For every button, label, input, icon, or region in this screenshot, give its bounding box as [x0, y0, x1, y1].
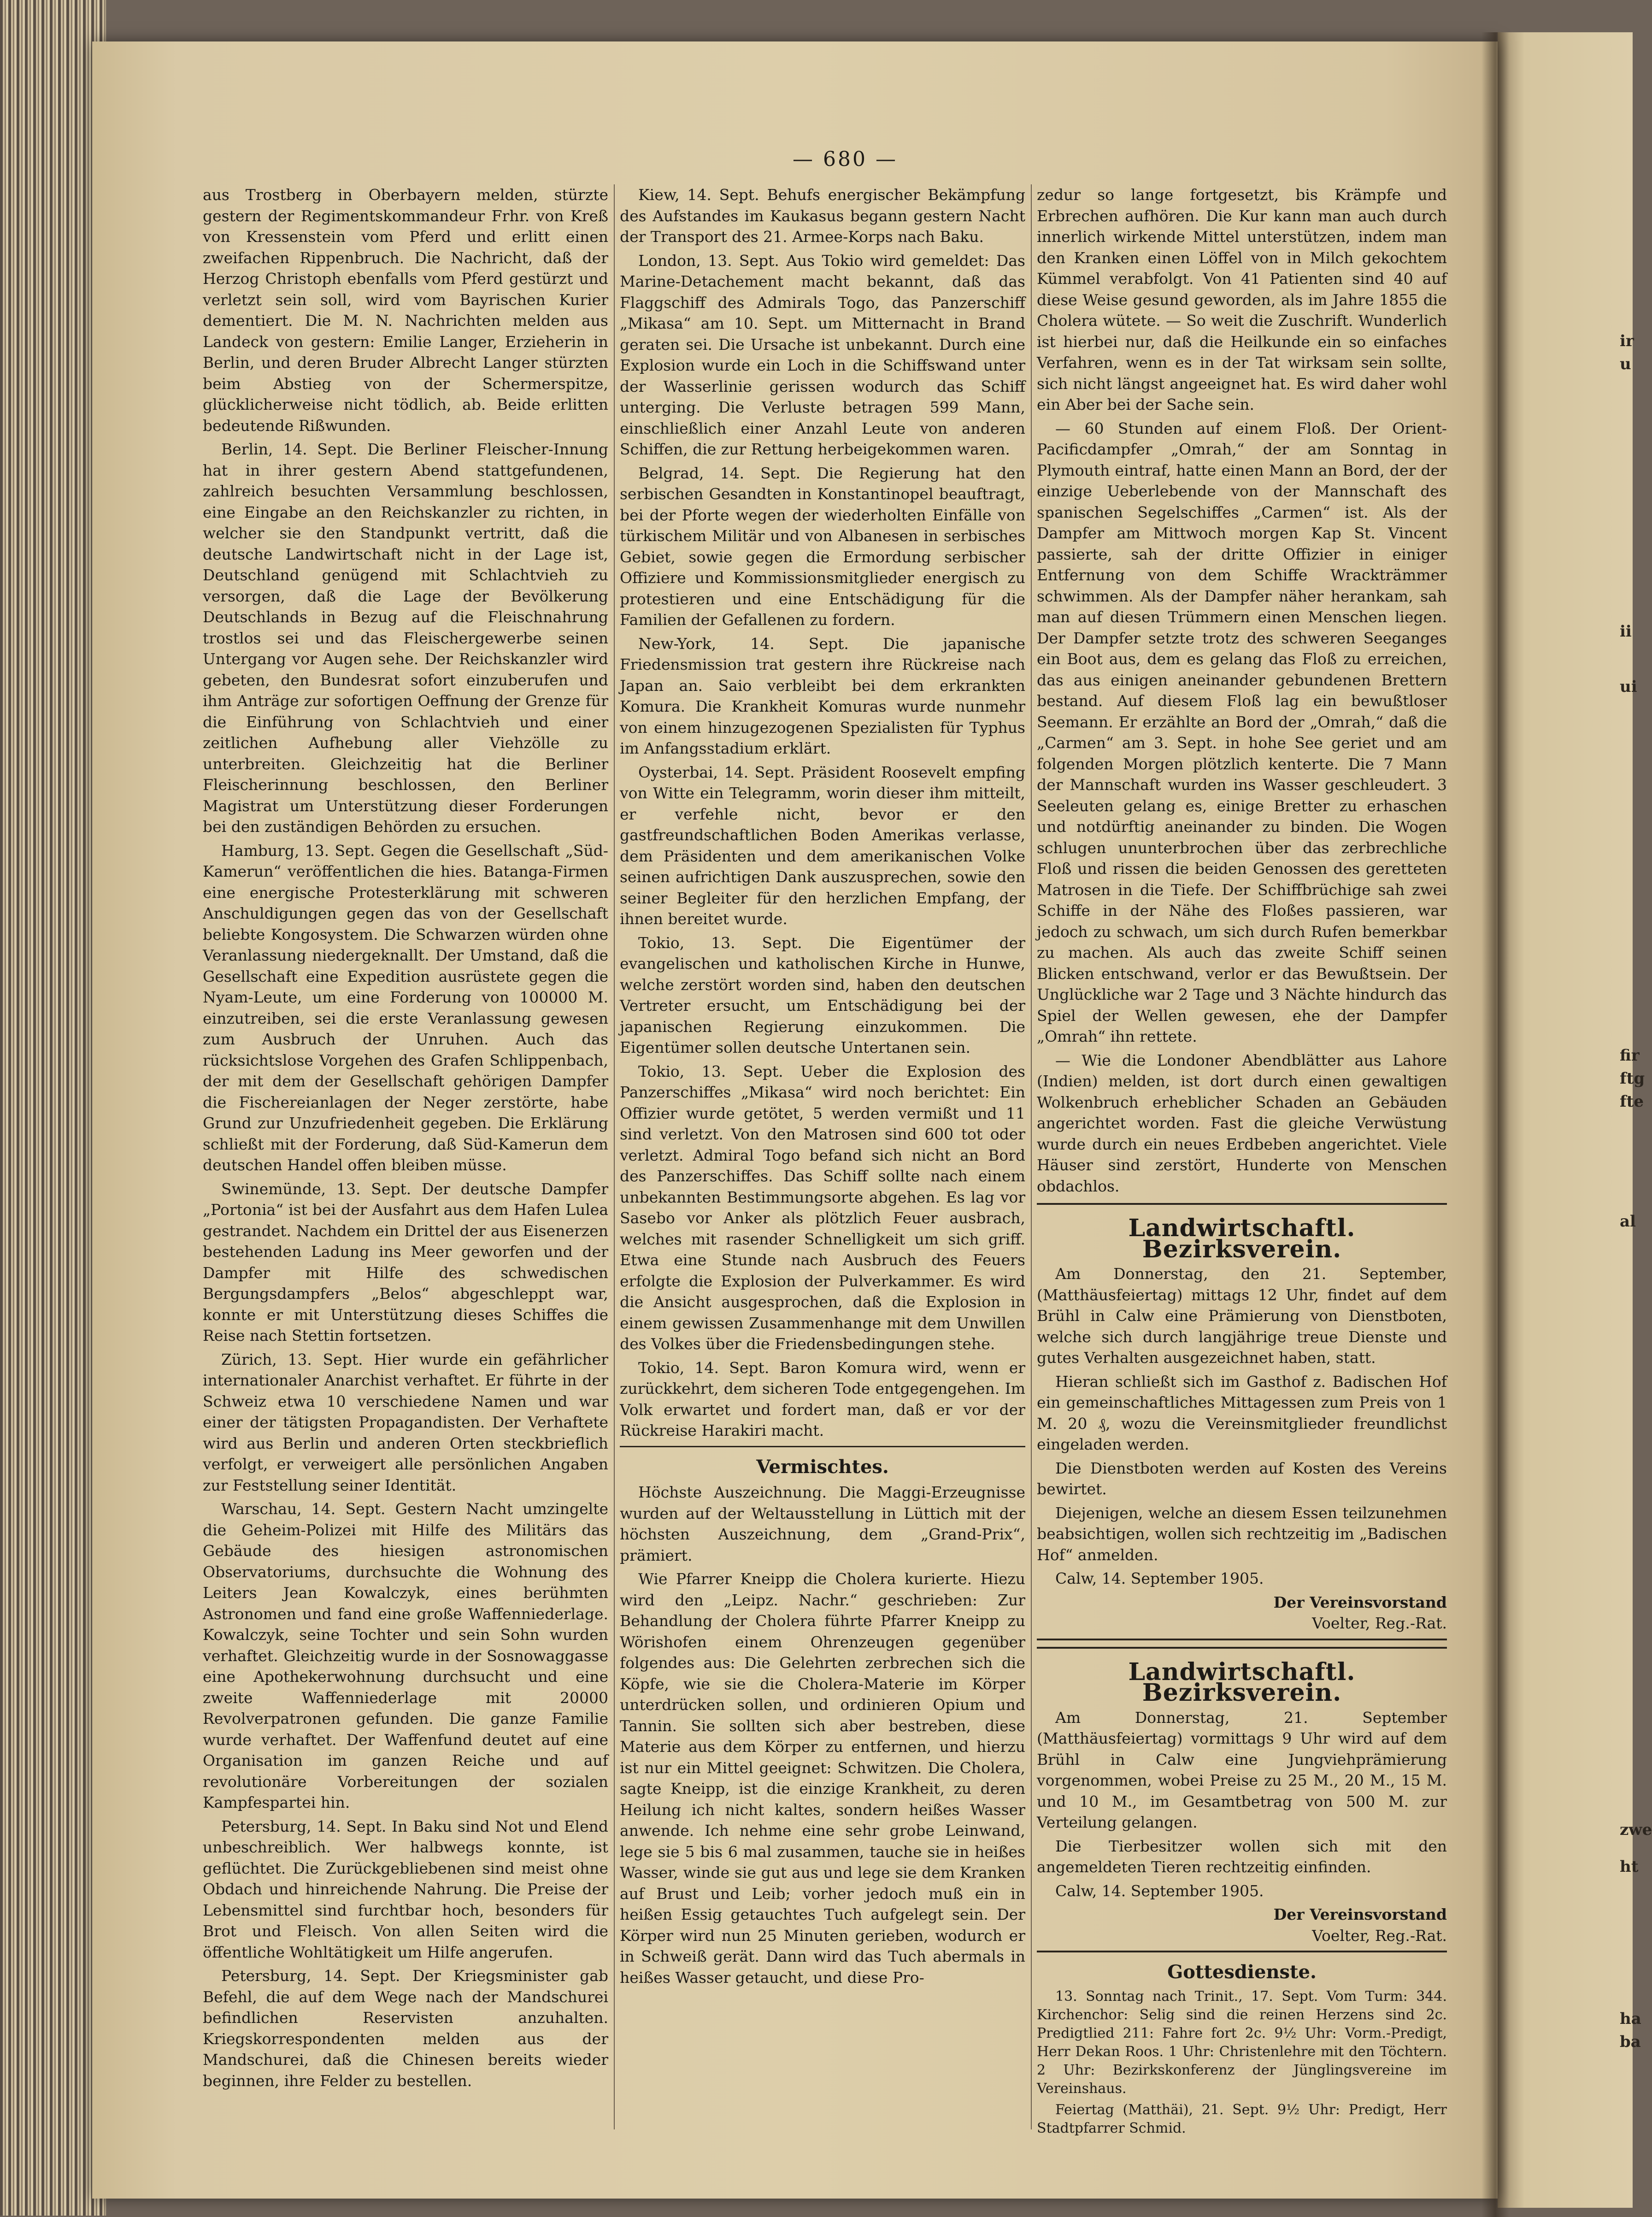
next-page-fragment: ii [1620, 622, 1632, 641]
announcement-text: Diejenigen, welche an diesem Essen teilzunehmen beabsichtigen, wollen sich rechtzeitig im „Badischen Hof“ anmelden. [1037, 1504, 1447, 1564]
announcement-signature: Der Vereinsvorstand [1273, 1593, 1447, 1611]
article: Hamburg, 13. Sept. Gegen die Gesellschaft „Süd-Kamerun“ veröffentlichen die hies. Batanga-Firmen eine energische Protesterklärung mit schweren Anschuldigungen gegen das von der Gesellschaft beliebte Kongosystem. Die Schwarzen würden ohne Veranlassung niedergeknallt. Der Umstand, daß die Gesellschaft eine Expedition ausrüstete gegen die Nyam-Leute, um eine Forderung von 100000 M. einzutreiben, sei die erste Veranlassung gewesen zum Ausbruch der Unruhen. Auch das rücksichtslose Vorgehen des Grafen Schlippenbach, der mit dem der Gesellschaft gehörigen Dampfer die Fischereianlagen der Neger zerstörte, habe Grund zur Unzufriedenheit gegeben. Die Erklärung schließt mit der Forderung, daß Süd-Kamerun dem deutschen Handel offen bleiben müsse. [203, 841, 608, 1174]
next-page-fragment: ftg [1620, 1069, 1645, 1088]
article: aus Trostberg in Oberbayern melden, stürzte gestern der Regimentskommandeur Frhr. von Kreß von Kressenstein vom Pferd und erlitt einen zweifachen Rippenbruch. Die Nachricht, daß der Herzog Christoph ebenfalls vom Pferd gestürzt und verletzt sein soll, wird vom Bayrischen Kurier dementiert. Die M. N. Nachrichten melden aus Landeck von gestern: Emilie Langer, Erzieherin in Berlin, und deren Bruder Albrecht Langer stürzten beim Abstieg von der Schermerspitze, glücklicherweise nicht tödlich, ab. Beide erlitten bedeutende Rißwunden. [203, 186, 608, 435]
announcement-text: Am Donnerstag, 21. September (Matthäusfeiertag) vormittags 9 Uhr wird auf dem Brühl in Calw eine Jungviehprämierung vorgenommen, wobei Preise zu 25 M., 20 M., 15 M. und 10 M., im Gesamtbetrag von 500 M. zur Verteilung gelangen. [1037, 1708, 1447, 1831]
next-page-fragment: u [1620, 355, 1631, 373]
column-2 [620, 184, 1025, 1991]
column-rule-2 [1031, 184, 1032, 2129]
page-number: — 680 — [793, 147, 898, 171]
article: Tokio, 13. Sept. Ueber die Explosion des Panzerschiffes „Mikasa“ wird noch berichtet: Ein Offizier wurde getötet, 5 werden vermißt und 11 sind verletzt. Von den Matrosen sind 600 tot oder verletzt. Admiral Togo befand sich nicht an Bord des Panzerschiffes. Das Schiff sollte nach einem unbekannten Bestimmungsorte abgehen. Es lag vor Sasebo vor Anker als plötzlich Feuer ausbrach, welches mit rasender Schnelligkeit um sich griff. Etwa eine Stunde nach Ausbruch des Feuers erfolgte die Explosion der Pulverkammer. Es wird die Ansicht ausgesprochen, daß die Explosion in einem gewissen Zusammenhange mit dem Unwillen des Volkes über die Friedensbedingungen stehe. [620, 1062, 1025, 1353]
article: — 60 Stunden auf einem Floß. Der Orient-Pacificdampfer „Omrah,“ der am Sonntag in Plymouth eintraf, hatte einen Mann an Bord, der der einzige Ueberlebende von der Mannschaft des spanischen Segelschiffes „Carmen“ ist. Als der Dampfer am Mittwoch morgen Kap St. Vincent passierte, sah der dritte Offizier in einiger Entfernung von dem Schiffe Wrackträmmer schwimmen. Als der Dampfer näher herankam, sah man auf diesen Trümmern einen Menschen liegen. Der Dampfer setzte trotz des schweren Seeganges ein Boot aus, dem es gelang das Floß zu erreichen, das aus einigen aneinander gebundenen Brettern bestand. Auf diesem Floß lag ein bewußtloser Seemann. Er erzählte an Bord der „Omrah,“ daß die „Carmen“ am 3. Sept. in hohe See geriet und am folgenden Morgen plötzlich kenterte. Die 7 Mann der Mannschaft wurden ins Wasser geschleudert. 3 Seeleuten gelang es, einige Bretter zu erhaschen und notdürftig aneinander zu binden. Die Wogen schlugen ununterbrochen über das zerbrechliche Floß und rissen die beiden Genossen des geretteten Matrosen in die Tiefe. Der Schiffbrüchige sah zwei Schiffe in der Nähe des Floßes passieren, war jedoch zu schwach, um sich durch Rufen bemerkbar zu machen. Als auch das zweite Schiff seinen Blicken entschwand, verlor er das Bewußtsein. Der Unglückliche war 2 Tage und 3 Nächte hindurch das Spiel der Wellen gewesen, ehe der Dampfer „Omrah“ ihn rettete. [1037, 419, 1447, 1045]
article: Zürich, 13. Sept. Hier wurde ein gefährlicher internationaler Anarchist verhaftet. Er führte in der Schweiz etwa 10 verschiedene Namen und war einer der tätigsten Propagandisten. Der Verhaftete wird aus Berlin und anderen Orten steckbrieflich verfolgt, er verweigert alle persönlichen Angaben zur Feststellung seiner Identität. [203, 1350, 608, 1494]
article: Swinemünde, 13. Sept. Der deutsche Dampfer „Portonia“ ist bei der Ausfahrt aus dem Hafen Lulea gestrandet. Nachdem ein Drittel der aus Eisenerzen bestehenden Ladung ins Meer geworfen und der Dampfer mit Hilfe des schwedischen Bergungsdampfers „Belos“ abgeschleppt war, konnte er mit Unterstützung dieses Schiffes die Reise nach Stettin fortsetzen. [203, 1179, 608, 1344]
next-page-fragment: zwe [1620, 1821, 1652, 1839]
next-page-fragment: ht [1620, 1857, 1639, 1876]
announcement-2 [1037, 1647, 1447, 1953]
misc-article: Wie Pfarrer Kneipp die Cholera kurierte. Hiezu wird den „Leipz. Nachr.“ geschrieben: Zur Behandlung der Cholera führte Pfarrer Kneipp zu Wörishofen einem Ohrenzeugen gegenüber folgendes aus: Die Gelehrten zerbrechen sich die Köpfe, wie sie die Cholera-Materie im Körper unterdrücken sollen, und ordinieren Opium und Tannin. Sie sollten sich aber bestreben, diese Materie aus dem Körper zu entfernen, und hierzu ist nur ein Mittel geeignet: Schwitzen. Die Cholera, sagte Kneipp, ist die einzige Krankheit, zu deren Heilung ich nicht kaltes, sondern heißes Wasser anwende. Ich nehme eine sehr grobe Leinwand, lege sie 5 bis 6 mal zusammen, tauche sie in heißes Wasser, winde sie gut aus und lege sie dem Kranken auf Brust und Leib; vorher jedoch muß ein in heißen Essig getauchtes Tuch aufgelegt sein. Der Körper wird nun 25 Minuten gerieben, wodurch er in Schweiß gerät. Dann wird das Tuch abermals in heißes Wasser getaucht, und diese Pro- [620, 1570, 1025, 1987]
next-page-fragment: ir [1620, 332, 1634, 350]
column-1 [203, 184, 608, 2094]
announcement-date: Calw, 14. September 1905. [1055, 1569, 1264, 1587]
announcement-1 [1037, 1203, 1447, 1640]
service-entry: 13. Sonntag nach Trinit., 17. Sept. Vom Turm: 344. Kirchenchor: Selig sind die reinen Herzens sind 2c. Predigtlied 211: Fahre fort 2c. 9½ Uhr: Vorm.-Predigt, Herr Dekan Roos. 1 Uhr: Christenlehre mit den Töchtern. 2 Uhr: Bezirkskonferenz der Jünglingsvereine im Vereinshaus. [1037, 1988, 1447, 2097]
announcement-text: Am Donnerstag, den 21. September, (Matthäusfeiertag) mittags 12 Uhr, findet auf dem Brühl in Calw eine Prämierung von Dienstboten, welche sich durch langjährige treue Dienste und gutes Verhalten ausgezeichnet haben, statt. [1037, 1265, 1447, 1367]
column-3 [1037, 184, 1447, 2140]
article: Berlin, 14. Sept. Die Berliner Fleischer-Innung hat in ihrer gestern Abend stattgefundenen, zahlreich besuchten Versammlung beschlossen, eine Eingabe an den Reichskanzler zu richten, in welcher sie den Standpunkt vertritt, daß die deutsche Landwirtschaft nicht in der Lage ist, Deutschland genügend mit Schlachtvieh zu versorgen, daß die Lage der Bevölkerung Deutschlands in Bezug auf die Fleischnahrung trostlos sei und das Fleischergewerbe seinen Untergang vor Augen sehe. Der Reichskanzler wird gebeten, den Bundesrat sofort einzuberufen und ihm Anträge zur sofortigen Oeffnung der Grenze für die Einführung von Schlachtvieh und einer zeitlichen Aufhebung aller Viehzölle zu unterbreiten. Gleichzeitig hat die Berliner Fleischerinnung beschlossen, den Berliner Magistrat um Unterstützung dieser Forderungen bei den zuständigen Behörden zu ersuchen. [203, 440, 608, 836]
section-title: Vermischtes. [756, 1456, 889, 1478]
article: Petersburg, 14. Sept. In Baku sind Not und Elend unbeschreiblich. Wer halbwegs konnte, ist geflüchtet. Die Zurückgebliebenen sind meist ohne Obdach und hinreichende Nahrung. Die Preise der Lebensmittel sind furchtbar hoch, besonders für Brot und Fleisch. Von allen Seiten wird die öffentliche Wohltätigkeit um Hilfe angerufen. [203, 1817, 608, 1961]
announcement-text: Hieran schließt sich im Gasthof z. Badischen Hof ein gemeinschaftliches Mittagessen zum Preis von 1 M. 20 ₰, wozu die Vereinsmitglieder freundlichst eingeladen werden. [1037, 1372, 1447, 1453]
church-services-title: Gottesdienste. [1167, 1961, 1317, 1983]
announcement-text: Die Tierbesitzer wollen sich mit den angemeldeten Tieren rechtzeitig einfinden. [1037, 1837, 1447, 1876]
announcement-date: Calw, 14. September 1905. [1055, 1881, 1264, 1900]
announcement-signature-name: Voelter, Reg.-Rat. [1312, 1614, 1447, 1632]
article: — Wie die Londoner Abendblätter aus Lahore (Indien) melden, ist dort durch einen gewaltigen Wolkenbruch erheblicher Schaden an Gebäuden angerichtet worden. Fast die gleiche Verwüstung wurde durch ein neues Erdbeben angerichtet. Viele Häuser sind zerstört, Hunderte von Menschen obdachlos. [1037, 1051, 1447, 1195]
article: Kiew, 14. Sept. Behufs energischer Bekämpfung des Aufstandes im Kaukasus begann gestern Nacht der Transport des 21. Armee-Korps nach Baku. [620, 186, 1025, 246]
misc-article: Höchste Auszeichnung. Die Maggi-Erzeugnisse wurden auf der Weltausstellung in Lüttich mit der höchsten Auszeichnung, dem „Grand-Prix“, prämiert. [620, 1483, 1025, 1564]
article: Oysterbai, 14. Sept. Präsident Roosevelt empfing von Witte ein Telegramm, worin dieser ihm mitteilt, er verfehle nicht, bevor er den gastfreundschaftlichen Boden Amerikas verlasse, dem Präsidenten und dem amerikanischen Volke seinen aufrichtigen Dank auszusprechen, sowie den seiner Begleiter für den herzlichen Empfang, der ihnen bereitet wurde. [620, 763, 1025, 928]
section-divider [620, 1446, 1025, 1447]
announcement-signature-name: Voelter, Reg.-Rat. [1312, 1926, 1447, 1945]
column-rule-1 [614, 184, 615, 2129]
next-page-fragment: fir [1620, 1046, 1640, 1065]
next-page-fragment: al [1620, 1212, 1636, 1231]
article: Tokio, 13. Sept. Die Eigentümer der evangelischen und katholischen Kirche in Hunwe, welche zerstört worden sind, haben den deutschen Vertreter ersucht, um Entschädigung bei der japanischen Regierung einzukommen. Die Eigentümer sollen deutsche Untertanen sein. [620, 933, 1025, 1056]
service-entry: Feiertag (Matthäi), 21. Sept. 9½ Uhr: Predigt, Herr Stadtpfarrer Schmid. [1037, 2101, 1447, 2136]
article: zedur so lange fortgesetzt, bis Krämpfe und Erbrechen aufhören. Die Kur kann man auch durch innerlich wirkende Mittel unterstützen, indem man den Kranken einen Löffel von in Milch gekochtem Kümmel verabfolgt. Von 41 Patienten sind 40 auf diese Weise gesund geworden, als im Jahre 1855 die Cholera wütete. — So weit die Zuschrift. Wunderlich ist hierbei nur, daß die Heilkunde ein so einfaches Verfahren, wenn es in der Tat wirksam sein sollte, sich nicht längst angeeignet hat. Es wird daher wohl ein Aber bei der Sache sein. [1037, 186, 1447, 413]
announcement-title: Landwirtschaftl. Bezirksverein. [1128, 1657, 1356, 1707]
article: New-York, 14. Sept. Die japanische Friedensmission trat gestern ihre Rückreise nach Japan an. Saio verbleibt bei dem erkrankten Komura. Die Krankheit Komuras wurde nunmehr von einem hinzugezogenen Spezialisten für Typhus im Anfangsstadium erklärt. [620, 634, 1025, 757]
next-page-fragment: fte [1620, 1092, 1644, 1111]
article: Petersburg, 14. Sept. Der Kriegsminister gab Befehl, die auf dem Wege nach der Mandschurei befindlichen Reservisten anzuhalten. Kriegskorrespondenten melden aus der Mandschurei, daß die Chinesen bereits wieder beginnen, ihre Felder zu bestellen. [203, 1967, 608, 2090]
next-page-fragment: ha [1620, 2010, 1641, 2028]
announcement-text: Die Dienstboten werden auf Kosten des Vereins bewirtet. [1037, 1459, 1447, 1498]
article: Tokio, 14. Sept. Baron Komura wird, wenn er zurückkehrt, dem sicheren Tode entgegengehen. Im Volk erwartet und fordert man, daß er vor der Rückreise Harakiri macht. [620, 1358, 1025, 1439]
next-page-fragment: ba [1620, 2033, 1641, 2051]
next-page-fragment: ui [1620, 678, 1637, 696]
article: Warschau, 14. Sept. Gestern Nacht umzingelte die Geheim-Polizei mit Hilfe des Militärs das Gebäude des hiesigen astronomischen Observatoriums, durchsuchte die Wohnung des Leiters Jean Kowalczyk, eines berühmten Astronomen und fand eine große Waffenniederlage. Kowalczyk, seine Tochter und sein Sohn wurden verhaftet. Gleichzeitig wurde in der Sosnowaggasse eine Apothekerwohnung durchsucht und eine zweite Waffenniederlage mit 20000 Revolverpatronen gefunden. Die ganze Familie wurde verhaftet. Der Waffenfund deutet auf eine Organisation im ganzen Reiche und auf revolutionäre Vorbereitungen der sozialen Kampfespartei hin. [203, 1500, 608, 1811]
article: Belgrad, 14. Sept. Die Regierung hat den serbischen Gesandten in Konstantinopel beauftragt, bei der Pforte wegen der wiederholten Einfälle von türkischem Militär und von Albanesen in serbisches Gebiet, sowie gegen die Ermordung serbischer Offiziere und Kommissionsmitglieder energisch zu protestieren und eine Entschädigung für die Familien der Gefallenen zu fordern. [620, 464, 1025, 629]
announcement-title: Landwirtschaftl. Bezirksverein. [1128, 1214, 1356, 1263]
book-page-stack [0, 0, 106, 2216]
announcement-signature: Der Vereinsvorstand [1273, 1905, 1447, 1923]
article: London, 13. Sept. Aus Tokio wird gemeldet: Das Marine-Detachement macht bekannt, daß das Flaggschiff des Admirals Togo, das Panzerschiff „Mikasa“ am 10. Sept. um Mitternacht in Brand geraten sei. Die Ursache ist unbekannt. Durch eine Explosion wurde ein Loch in die Schiffswand unter der Wasserlinie gerissen wodurch das Schiff unterging. Die Verluste betragen 599 Mann, einschließlich einer Anzahl Leute von anderen Schiffen, die zur Rettung herbeigekommen waren. [620, 251, 1025, 458]
book-gutter-shadow [1482, 32, 1509, 2217]
church-services [1037, 1962, 1447, 2138]
next-page [1498, 32, 1633, 2208]
